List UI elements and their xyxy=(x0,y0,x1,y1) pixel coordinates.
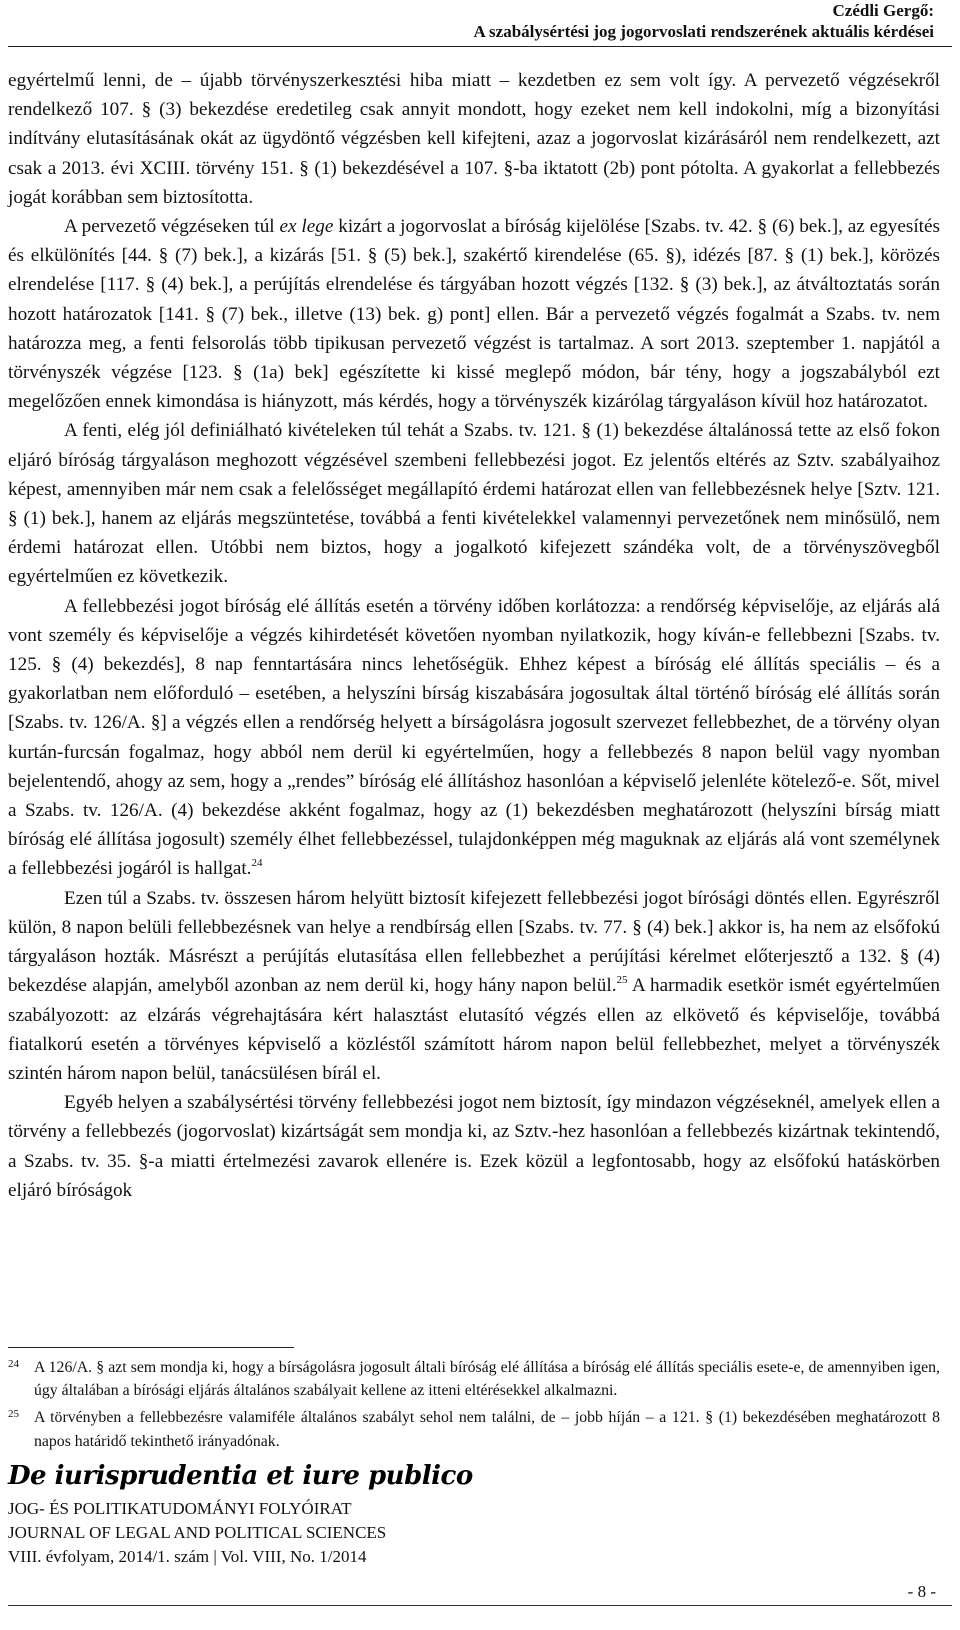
paragraph-1: egyértelmű lenni, de – újabb törvényszerkesztési hiba miatt – kezdetben ez sem volt így. A pervezető végzésekről rendelkező 107. § (3) bekezdése eredetileg csak annyit mondott, hogy ezeket nem kell indokolni, míg a bizonyítási indítvány elutasításának okát az ügydöntő végzésben kell kifejteni, azaz a jogorvoslat kizárásáról nem rendelkezett, azt csak a 2013. évi XCIII. törvény 151. § (1) bekezdésével a 107. §-ba iktatott (2b) pont pótolta. A gyakorlat a fellebbezés jogát korábban sem biztosította. xyxy=(8,70,940,208)
journal-name-hu: JOG- ÉS POLITIKATUDOMÁNYI FOLYÓIRAT xyxy=(8,1499,352,1518)
paragraph-4-text: A fellebbezési jogot bíróság elé állítás esetén a törvény időben korlátozza: a rendőrség képviselője, az eljárás alá vont személy és képviselője a végzés kihirdetését követően nyomban nyilatkozik, hogy kíván-e fellebbezni [Szabs. tv. 125. § (4) bekezdés], 8 nap fenntartására nincs lehetőségük. Ehhez képest a bíróság elé állítás speciális – és a gyakorlatban nem előforduló – esetében, a helyszíni bírság kiszabására jogosultak által történő bíróság elé állítás során [Szabs. tv. 126/A. §] a végzés ellen a rendőrség helyett a bírságolásra jogosult szervezet fellebbezhet, de a törvény olyan kurtán-furcsán fogalmaz, hogy abból nem derül ki egyértelműen, hogy a fellebbezés 8 napon belül vagy nyomban bejelentendő, ahogy az sem, hogy a „rendes” bíróság elé állításhoz hasonlóan a képviselő jelenléte kötelező-e. Sőt, mivel a Szabs. tv. 126/A. (4) bekezdése akként fogalmaz, hogy az (1) bekezdésben meghatározott (helyszíni bírság miatt bíróság elé állítása jogosult) személy élhet fellebbezéssel, tulajdonképpen még maguknak az eljárás alá vont személynek a fellebbezési jogáról is hallgat. xyxy=(8,595,940,880)
paragraph-2-part-2: kizárt a jogorvoslat a bíróság kijelölése [Szabs. tv. 42. § (6) bek.], az egyesítés és elkülönítés [44. § (7) bek.], a kizárás [51. § (5) bek.], szakértő kirendelése (65. §), idézés [87. § (1) bek.], körözés elrendelése [117. § (4) bek.], a perújítás elrendelése és tárgyában hozott végzés [132. § (3) bek.], az átváltoztatás során hozott határozatok [141. § (7) bek., illetve (13) bek. g) pont] ellen. Bár a pervezető végzés fogalmát a Szabs. tv. nem határozza meg, a fenti felsorolás több tipikusan pervezető végzést is tartalmaz. A sort 2013. szeptember 1. napjától a törvényszék végzése [123. § (1a) bek] egészítette ki kissé meglepő módon, bár tény, hogy a jogszabályból ezt megelőzően ennek kimondása is hiányzott, más kérdés, hogy a törvényszék kizárólag tárgyaláson kívül hoz határozatot. xyxy=(8,216,940,413)
page-number: - 8 - xyxy=(907,1582,936,1601)
journal-info xyxy=(8,1497,386,1569)
footnote-text: A törvényben a fellebbezésre valamiféle általános szabályt sehol nem találni, de – jobb híján – a 121. § (1) bekezdésében meghatározott 8 napos határidő tekinthető irányadónak. xyxy=(34,1409,940,1450)
header-author: Czédli Gergő: xyxy=(832,1,934,20)
footnote-number: 24 xyxy=(8,1358,19,1370)
journal-logo: De iurisprudentia et iure publico xyxy=(8,1461,473,1491)
footnotes xyxy=(8,1356,940,1457)
footnote-24 xyxy=(8,1356,940,1402)
main-text xyxy=(8,66,940,1205)
footnote-ref-24[interactable]: 24 xyxy=(251,857,263,870)
footnote-ref-25[interactable]: 25 xyxy=(616,974,628,987)
running-header xyxy=(473,0,934,42)
paragraph-5 xyxy=(8,884,940,1088)
journal-issue: VIII. évfolyam, 2014/1. szám | Vol. VIII, No. 1/2014 xyxy=(8,1547,367,1566)
paragraph-5-part-2: A harmadik esetkör ismét egyértelműen szabályozott: az elzárás végrehajtására kért halasztást elutasító végzés ellen az elkövető és képviselője, továbbá fiatalkorú esetén a törvényes képviselő a közléstől számított három napon belül fellebbezhet, melyet a törvényszék szintén három napon belül, tanácsülésen bírál el. xyxy=(8,975,940,1084)
paragraph-2 xyxy=(8,212,940,416)
header-divider xyxy=(8,46,952,47)
footnote-number: 25 xyxy=(8,1408,19,1421)
paragraph-2-part-1: A pervezető végzéseken túl xyxy=(64,216,280,238)
latin-term: ex lege xyxy=(279,216,334,238)
paragraph-3: A fenti, elég jól definiálható kivételeken túl tehát a Szabs. tv. 121. § (1) bekezdése általánossá tette az első fokon eljáró bíróság tárgyaláson meghozott végzésével szembeni fellebbezési jogot. Ez jelentős eltérés az Sztv. szabályaihoz képest, amennyiben már nem csak a felelősséget megállapító érdemi határozat ellen van fellebbezésnek helye [Sztv. 121. § (1) bek.], hanem az eljárás megszüntetése, továbbá a fenti kivételekkel valamennyi pervezetőnek nem minősülő, nem érdemi határozat ellen. Utóbbi nem biztos, hogy a jogalkotó kifejezett szándéka volt, de a törvényszövegből egyértelműen ez következik. xyxy=(8,420,940,588)
paragraph-6: Egyéb helyen a szabálysértési törvény fellebbezési jogot nem biztosít, így mindazon végzéseknél, amelyek ellen a törvény a fellebbezés (jogorvoslat) kizártságát sem mondja ki, az Sztv.-hez hasonlóan a fellebbezés kizártnak tekintendő, a Szabs. tv. 35. §-a miatti értelmezési zavarok ellenére is. Ezek közül a legfontosabb, hogy az elsőfokú hatáskörben eljáró bíróságok xyxy=(8,1092,940,1201)
footnote-25 xyxy=(8,1406,940,1452)
paragraph-4 xyxy=(8,592,940,884)
footnote-divider xyxy=(8,1347,294,1348)
header-title: A szabálysértési jog jogorvoslati rendszerének aktuális kérdései xyxy=(473,22,934,41)
paragraph-5-part-1: Ezen túl a Szabs. tv. összesen három helyütt biztosít kifejezett fellebbezési jogot bírósági döntés ellen. Egyrészről külön, 8 napon belüli fellebbezésnek van helye a rendbírság ellen [Szabs. tv. 77. § (4) bek.] akkor is, ha nem az elsőfokú tárgyaláson hozták. Másrészt a perújítás elutasítása ellen fellebbezhet a perújítási kérelmet előterjesztő a 132. § (4) bekezdése alapján, amelyből azonban az nem derül ki, hogy hány napon belül. xyxy=(8,887,940,997)
footnote-text: A 126/A. § azt sem mondja ki, hogy a bírságolásra jogosult általi bíróság elé állítása a bíróság elé állítás speciális esete-e, de amennyiben igen, úgy általában a bírósági eljárás általános szabályait kellene az itteni eltérésekkel alkalmazni. xyxy=(34,1359,940,1400)
footer-divider xyxy=(8,1605,952,1606)
journal-name-en: JOURNAL OF LEGAL AND POLITICAL SCIENCES xyxy=(8,1523,387,1542)
